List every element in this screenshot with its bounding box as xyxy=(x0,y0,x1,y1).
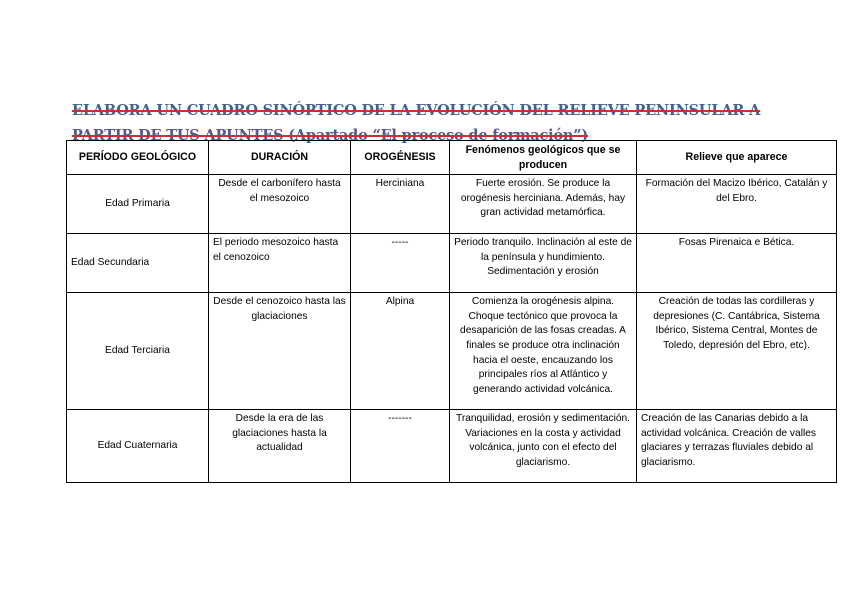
period-cell: Edad Primaria xyxy=(67,175,209,234)
phenomena-cell: Periodo tranquilo. Inclinación al este de la península y hundimiento. Sedimentación y erosión xyxy=(450,234,637,293)
orogenesis-cell: ------- xyxy=(351,410,450,483)
document-title: ELABORA UN CUADRO SINÓPTICO DE LA EVOLUCIÓN DEL RELIEVE PENINSULAR A PARTIR DE TUS APUNTES (Apartado “El proceso de formación”) xyxy=(72,102,761,144)
header-phenomena: Fenómenos geológicos que se producen xyxy=(450,141,637,175)
relief-cell: Creación de las Canarias debido a la actividad volcánica. Creación de valles glaciares y terrazas fluviales debido al glaciarismo. xyxy=(637,410,837,483)
orogenesis-cell: Alpina xyxy=(351,293,450,410)
relief-cell: Fosas Pirenaica e Bética. xyxy=(637,234,837,293)
duration-cell: El periodo mesozoico hasta el cenozoico xyxy=(209,234,351,293)
duration-cell: Desde la era de las glaciaciones hasta la actualidad xyxy=(209,410,351,483)
phenomena-cell: Tranquilidad, erosión y sedimentación. Variaciones en la costa y actividad volcánica, junto con el efecto del glaciarismo. xyxy=(450,410,637,483)
duration-cell: Desde el carbonífero hasta el mesozoico xyxy=(209,175,351,234)
synoptic-table xyxy=(66,140,837,483)
period-cell: Edad Cuaternaria xyxy=(67,410,209,483)
table-header-row xyxy=(67,141,837,175)
table-row xyxy=(67,410,837,483)
orogenesis-cell: Herciniana xyxy=(351,175,450,234)
table-row xyxy=(67,234,837,293)
period-cell: Edad Secundaria xyxy=(67,234,209,293)
header-duration: DURACIÓN xyxy=(209,141,351,175)
header-relief: Relieve que aparece xyxy=(637,141,837,175)
phenomena-cell: Comienza la orogénesis alpina. Choque tectónico que provoca la desaparición de las fosas creadas. A finales se produce otra inclinación hacia el oeste, encauzando los principales ríos al Atlántico y generando actividad volcánica. xyxy=(450,293,637,410)
table-row xyxy=(67,175,837,234)
header-period: PERÍODO GEOLÓGICO xyxy=(67,141,209,175)
relief-cell: Creación de todas las cordilleras y depresiones (C. Cantábrica, Sistema Ibérico, Sistema Central, Montes de Toledo, depresión del Ebro, etc). xyxy=(637,293,837,410)
table-row xyxy=(67,293,837,410)
period-cell: Edad Terciaria xyxy=(67,293,209,410)
phenomena-cell: Fuerte erosión. Se produce la orogénesis herciniana. Además, hay gran actividad metamórfica. xyxy=(450,175,637,234)
header-orogenesis: OROGÉNESIS xyxy=(351,141,450,175)
duration-cell: Desde el cenozoico hasta las glaciaciones xyxy=(209,293,351,410)
orogenesis-cell: ----- xyxy=(351,234,450,293)
relief-cell: Formación del Macizo Ibérico, Catalán y del Ebro. xyxy=(637,175,837,234)
